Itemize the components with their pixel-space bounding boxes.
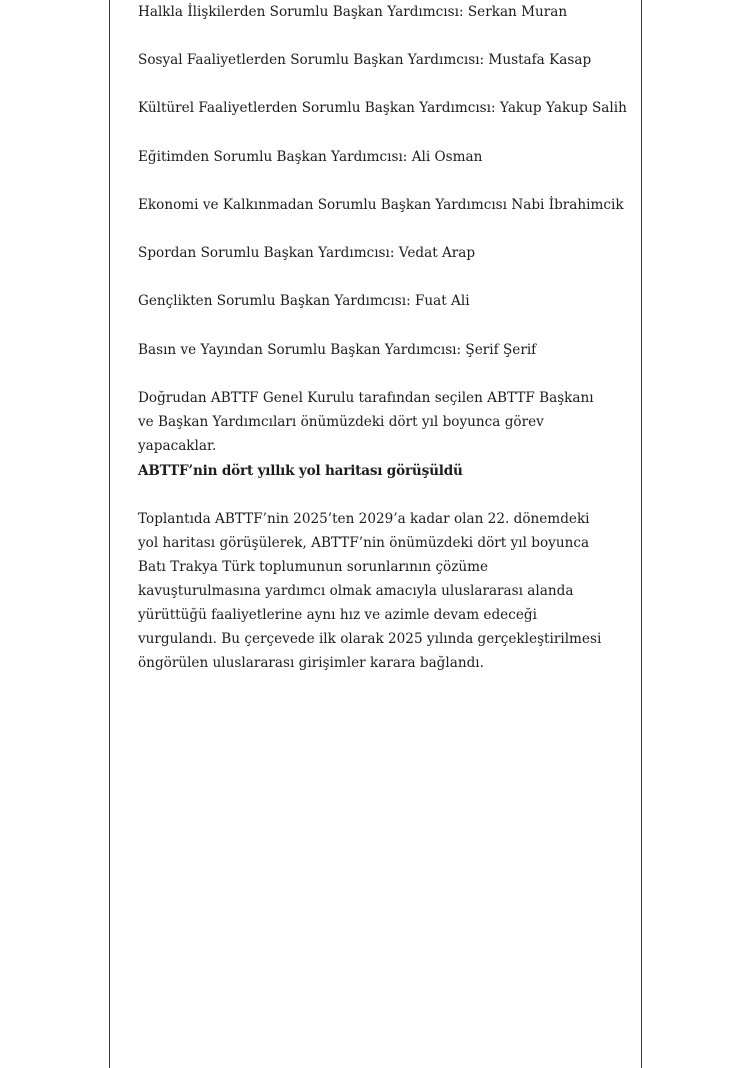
officer-line-cultural-activities: Kültürel Faaliyetlerden Sorumlu Başkan Yardımcısı: Yakup Yakup Salih (138, 100, 627, 116)
officer-line-press: Basın ve Yayından Sorumlu Başkan Yardımcısı: Şerif Şerif (138, 342, 537, 358)
officer-line-economy: Ekonomi ve Kalkınmadan Sorumlu Başkan Yardımcısı Nabi İbrahimcik (138, 197, 624, 213)
officer-line-education: Eğitimden Sorumlu Başkan Yardımcısı: Ali Osman (138, 149, 483, 165)
officer-line-sports: Spordan Sorumlu Başkan Yardımcısı: Vedat Arap (138, 245, 476, 261)
roadmap-paragraph: Toplantıda ABTTF’nin 2025’ten 2029’a kadar olan 22. dönemdeki yol haritası görüşülerek, ABTTF’nin önümüzdeki dört yıl boyunca Batı Trakya Türk toplumunun sorunlarının çözüme kavuşturulmasına yardımcı olmak amacıyla uluslararası alanda yürüttüğü faaliyetlerine aynı hız ve azimle devam edeceği vurgulandı. Bu çerçevede ilk olarak 2025 yılında gerçekleştirilmesi öngörülen uluslararası girişimler karara bağlandı. (138, 511, 602, 671)
section-heading: ABTTF’nin dört yıllık yol haritası görüşüldü (138, 463, 463, 479)
officer-line-public-relations: Halkla İlişkilerden Sorumlu Başkan Yardımcısı: Serkan Muran (138, 4, 568, 20)
officer-line-youth: Gençlikten Sorumlu Başkan Yardımcısı: Fuat Ali (138, 293, 470, 309)
election-note-paragraph: Doğrudan ABTTF Genel Kurulu tarafından seçilen ABTTF Başkanı ve Başkan Yardımcıları önümüzdeki dört yıl boyunca görev yapacaklar. (138, 390, 594, 454)
officer-line-social-activities: Sosyal Faaliyetlerden Sorumlu Başkan Yardımcısı: Mustafa Kasap (138, 52, 592, 68)
